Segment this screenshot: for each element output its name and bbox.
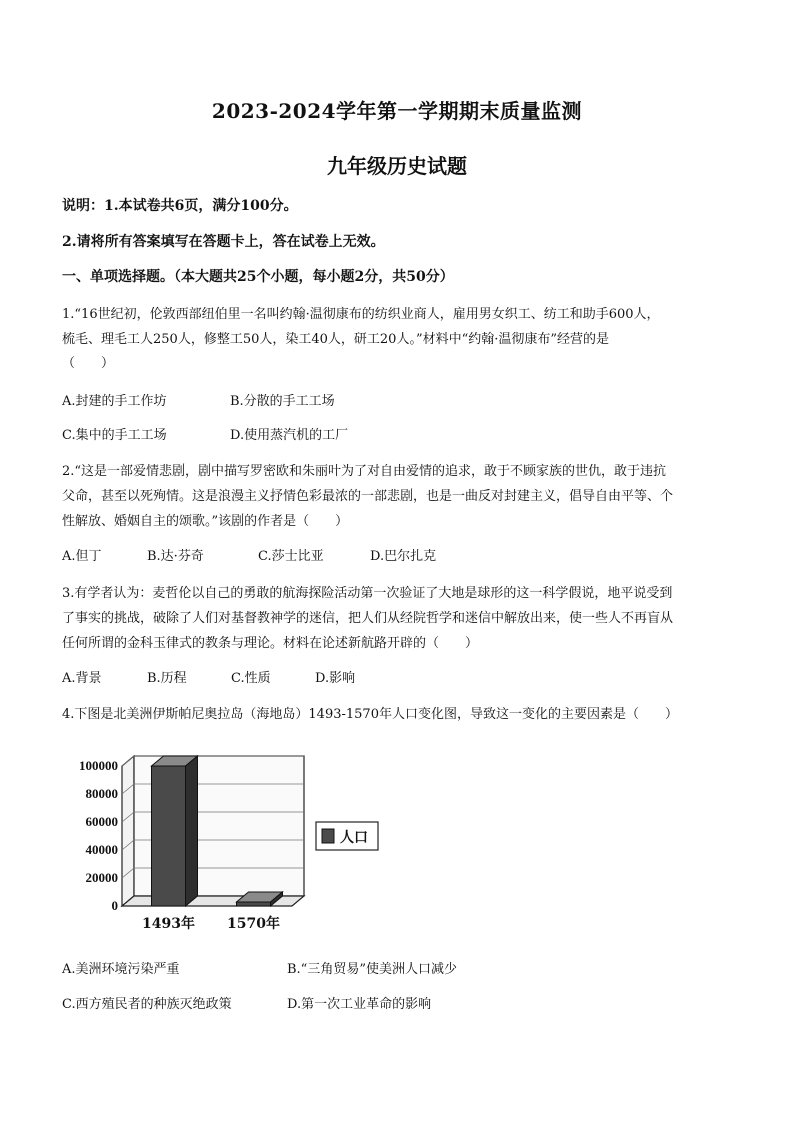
q4-option-a: A.美洲环境污染严重 bbox=[62, 962, 180, 977]
q3-line-2: 了事实的挑战，破除了人们对基督教神学的迷信，把人们从经院哲学和迷信中解放出来，使一些人不再盲从 bbox=[62, 611, 674, 626]
section-heading: 一、单项选择题。（本大题共25个小题，每小题2分，共50分） bbox=[62, 269, 454, 285]
q4-option-b: B.“三角贸易”使美洲人口减少 bbox=[287, 962, 457, 977]
q3-option-a: A.背景 bbox=[62, 671, 102, 686]
population-bar bbox=[152, 766, 186, 906]
population-bar bbox=[237, 902, 271, 906]
q2-option-c: C.莎士比亚 bbox=[258, 549, 324, 564]
population-chart-svg bbox=[62, 734, 384, 934]
q1-option-b: B.分散的手工工场 bbox=[230, 394, 335, 409]
q2-option-a: A.但丁 bbox=[62, 549, 102, 564]
q1-option-c: C.集中的手工工场 bbox=[62, 428, 167, 443]
q3-line-3: 任何所谓的金科玉律式的教条与理论。材料在论述新航路开辟的（ ） bbox=[62, 636, 479, 651]
note-1: 说明：1.本试卷共6页，满分100分。 bbox=[62, 198, 298, 214]
chart-side-wall bbox=[122, 756, 134, 906]
exam-title: 2023-2024学年第一学期期末质量监测 bbox=[211, 99, 583, 123]
x-category-label: 1493年 bbox=[142, 916, 195, 932]
q2-line-2: 父命，甚至以死殉情。这是浪漫主义抒情色彩最浓的一部悲剧，也是一曲反对封建主义，倡导自由平等、个 bbox=[62, 489, 674, 504]
q3-line-1: 3.有学者认为：麦哲伦以自己的勇敢的航海探险活动第一次验证了大地是球形的这一科学假说，地平说受到 bbox=[62, 586, 673, 601]
q2-option-d: D.巴尔扎克 bbox=[370, 549, 437, 564]
population-bar-side bbox=[186, 756, 198, 906]
q4-option-d: D.第一次工业革命的影响 bbox=[287, 997, 432, 1012]
q4-option-c: C.西方殖民者的种族灭绝政策 bbox=[62, 997, 232, 1012]
population-chart bbox=[62, 734, 384, 934]
q1-line-1: 1.“16世纪初，伦敦西部纽伯里一名叫约翰·温彻康布的纺织业商人，雇用男女织工、纺工和助手600人， bbox=[62, 307, 660, 322]
q1-line-3: （ ） bbox=[62, 356, 115, 371]
q1-option-d: D.使用蒸汽机的工厂 bbox=[230, 428, 349, 443]
q2-line-1: 2.“这是一部爱情悲剧，剧中描写罗密欧和朱丽叶为了对自由爱情的追求，敢于不顾家族的世仇，敢于违抗 bbox=[62, 464, 667, 479]
q2-option-b: B.达·芬奇 bbox=[147, 549, 204, 564]
q3-option-d: D.影响 bbox=[315, 671, 356, 686]
y-tick-label: 0 bbox=[111, 898, 118, 913]
q3-option-b: B.历程 bbox=[147, 671, 187, 686]
y-tick-label: 20000 bbox=[85, 870, 118, 885]
q4-line-1: 4.下图是北美洲伊斯帕尼奥拉岛（海地岛）1493-1570年人口变化图，导致这一变化的主要因素是（ ） bbox=[62, 707, 678, 722]
exam-subtitle: 九年级历史试题 bbox=[327, 154, 467, 178]
y-tick-label: 80000 bbox=[85, 786, 118, 801]
q3-option-c: C.性质 bbox=[231, 671, 271, 686]
x-category-label: 1570年 bbox=[227, 916, 280, 932]
legend-label: 人口 bbox=[340, 830, 368, 846]
q1-option-a: A.封建的手工作坊 bbox=[62, 394, 167, 409]
y-tick-label: 40000 bbox=[85, 842, 118, 857]
q1-line-2: 梳毛、理毛工人250人，修整工50人，染工40人，研工20人。”材料中“约翰·温彻康布”经营的是 bbox=[62, 332, 610, 347]
legend-swatch bbox=[322, 829, 334, 843]
note-2: 2.请将所有答案填写在答题卡上，答在试卷上无效。 bbox=[62, 234, 385, 250]
q2-line-3: 性解放、婚姻自主的颂歌。”该剧的作者是（ ） bbox=[62, 514, 349, 529]
y-tick-label: 100000 bbox=[79, 758, 118, 773]
y-tick-label: 60000 bbox=[85, 814, 118, 829]
